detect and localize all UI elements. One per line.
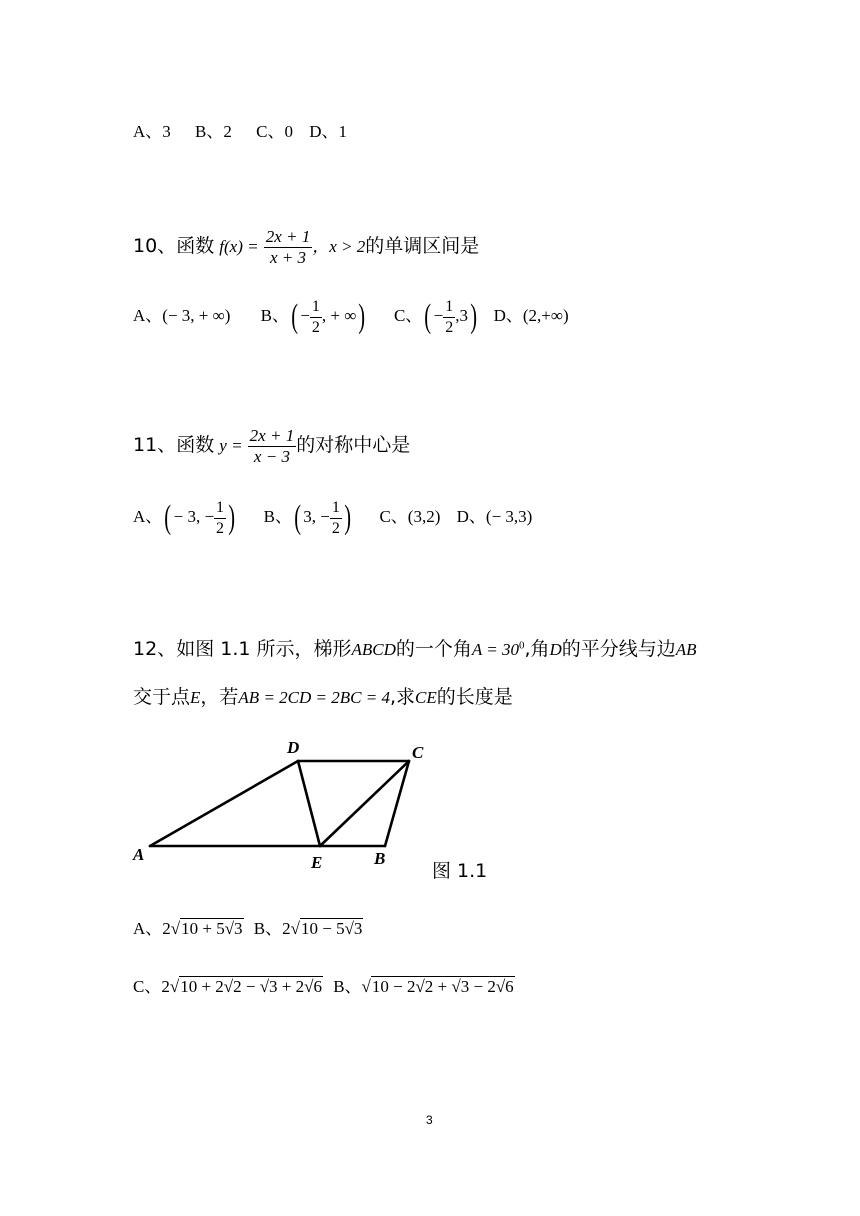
q11-option-b-den: 2 <box>331 519 340 537</box>
q11-option-b-letter: B、 <box>263 507 292 526</box>
vertex-label-a: A <box>133 845 145 864</box>
q12-option-b-lead: B、2 <box>253 919 291 938</box>
q10-suffix: 的单调区间是 <box>365 235 480 257</box>
page-number: 3 <box>426 1113 433 1127</box>
q12-option-b-radicand: 10 − 5√3 <box>300 919 363 938</box>
q12-line1-b: ABCD <box>351 640 396 659</box>
q10-option-b-tail: , + ∞ <box>321 306 357 325</box>
q9-option-a: A、3 <box>133 122 171 141</box>
q10-numerator: 2x + 1 <box>265 227 311 246</box>
q12-option-c: C、2√10 + 2√2 − √3 + 2√6 <box>133 977 322 996</box>
q11-options <box>133 495 532 539</box>
q12-option-d: B、√10 − 2√2 + √3 − 2√6 <box>333 977 514 996</box>
q12-line1-g: 的平分线与边 <box>561 638 676 660</box>
q12-options-row1 <box>133 914 363 939</box>
q12-option-a: A、2√10 + 5√3 <box>133 919 243 938</box>
q12-options-row2 <box>133 972 515 997</box>
q11-option-a-den: 2 <box>216 519 225 537</box>
figure-caption: 图 1.1 <box>432 860 488 882</box>
q10-option-b-den: 2 <box>311 318 320 336</box>
q12-line1-f: D <box>549 640 562 659</box>
vertex-label-b: B <box>374 849 386 868</box>
q12-option-a-radicand: 10 + 5√3 <box>181 919 243 938</box>
segment-de <box>298 761 320 846</box>
q12-line1-h: AB <box>675 640 697 659</box>
q10-option-b-letter: B、 <box>260 306 289 325</box>
q10-option-c-minus: − <box>433 306 444 325</box>
q9-option-b: B、2 <box>195 122 232 141</box>
q10-denominator: x + 3 <box>269 248 306 267</box>
q10-option-a: A、(− 3, + ∞) <box>133 306 231 325</box>
q10-stem <box>133 224 479 269</box>
q12-stem-line1 <box>133 634 697 661</box>
q10-option-c: C、( − $\frac{1}{2}$ ,3) <box>393 297 478 336</box>
q11-denominator: x − 3 <box>253 447 290 466</box>
trapezoid-figure <box>125 733 435 883</box>
q11-number: 11、 <box>133 434 177 456</box>
q12-line2-c: ，若 <box>200 686 239 708</box>
q12-line2-d: AB = 2CD = 2BC = 4 <box>238 688 390 707</box>
q12-option-d-lead: B、 <box>333 977 362 996</box>
q11-option-b-num: 1 <box>330 498 342 519</box>
q10-option-b-num: 1 <box>310 297 322 318</box>
q10-option-c-tail: ,3 <box>455 306 468 325</box>
q11-func: y = <box>219 436 243 455</box>
q12-stem-line2 <box>133 682 513 709</box>
q10-func: f(x) = <box>219 237 259 256</box>
q12-line1-sup: 0 <box>518 639 525 652</box>
q12-line1-d: A = 30 <box>471 640 519 659</box>
q11-option-a-num: 1 <box>214 498 226 519</box>
q10-option-b: B、( − $\frac{1}{2}$ , + ∞) <box>260 297 366 336</box>
q10-option-b-minus: − <box>300 306 310 325</box>
q12-line1-e: ,角 <box>524 638 550 660</box>
q12-line1-c: 的一个角 <box>395 638 472 660</box>
q12-line2-b: E <box>190 688 201 707</box>
q10-option-d: D、(2,+∞) <box>493 306 569 325</box>
q12-option-a-lead: A、2 <box>133 919 171 938</box>
q11-option-a-head: − 3, − <box>173 507 215 526</box>
q11-option-c: C、(3,2) <box>379 507 441 526</box>
vertex-label-e: E <box>311 853 323 872</box>
q10-option-c-num: 1 <box>443 297 455 318</box>
vertex-label-c: C <box>412 743 424 762</box>
q9-option-c: C、0 <box>256 122 293 141</box>
q9-options <box>133 117 347 142</box>
q12-option-d-radicand: 10 − 2√2 + √3 − 2√6 <box>371 977 514 996</box>
q11-suffix: 的对称中心是 <box>296 434 411 456</box>
q10-fraction <box>264 227 313 268</box>
q12-option-c-radicand: 10 + 2√2 − √3 + 2√6 <box>180 977 322 996</box>
q12-number: 12、 <box>133 638 177 660</box>
q12-line1-a: 如图 1.1 所示，梯形 <box>176 638 352 660</box>
q11-option-b: B、( 3, − $\frac{1}{2}$ ) <box>263 498 351 537</box>
q11-prefix: 函数 <box>176 434 215 456</box>
q12-line2-e: ,求 <box>389 686 415 708</box>
q11-option-a: A、( − 3, − $\frac{1}{2}$ ) <box>133 498 236 537</box>
q12-line2-g: 的长度是 <box>436 686 513 708</box>
q10-condition: ，x > 2 <box>312 237 366 256</box>
q11-option-a-letter: A、 <box>133 507 163 526</box>
q12-line2-a: 交于点 <box>133 686 191 708</box>
q10-option-c-den: 2 <box>445 318 454 336</box>
q12-option-c-lead: C、2 <box>133 977 170 996</box>
q10-option-c-letter: C、 <box>393 306 423 325</box>
vertex-label-d: D <box>287 738 300 757</box>
q10-number: 10、 <box>133 235 177 257</box>
q11-fraction <box>248 426 297 467</box>
edge-ad <box>150 761 298 846</box>
q12-line2-f: CE <box>415 688 437 707</box>
q9-option-d: D、1 <box>309 122 347 141</box>
q11-option-b-head: 3, − <box>303 507 330 526</box>
q11-option-d: D、(− 3,3) <box>456 507 533 526</box>
q10-prefix: 函数 <box>176 235 215 257</box>
q11-stem <box>133 423 410 468</box>
q11-numerator: 2x + 1 <box>249 426 295 445</box>
q12-option-b: B、2√10 − 5√3 <box>253 919 363 938</box>
q10-options <box>133 294 569 338</box>
